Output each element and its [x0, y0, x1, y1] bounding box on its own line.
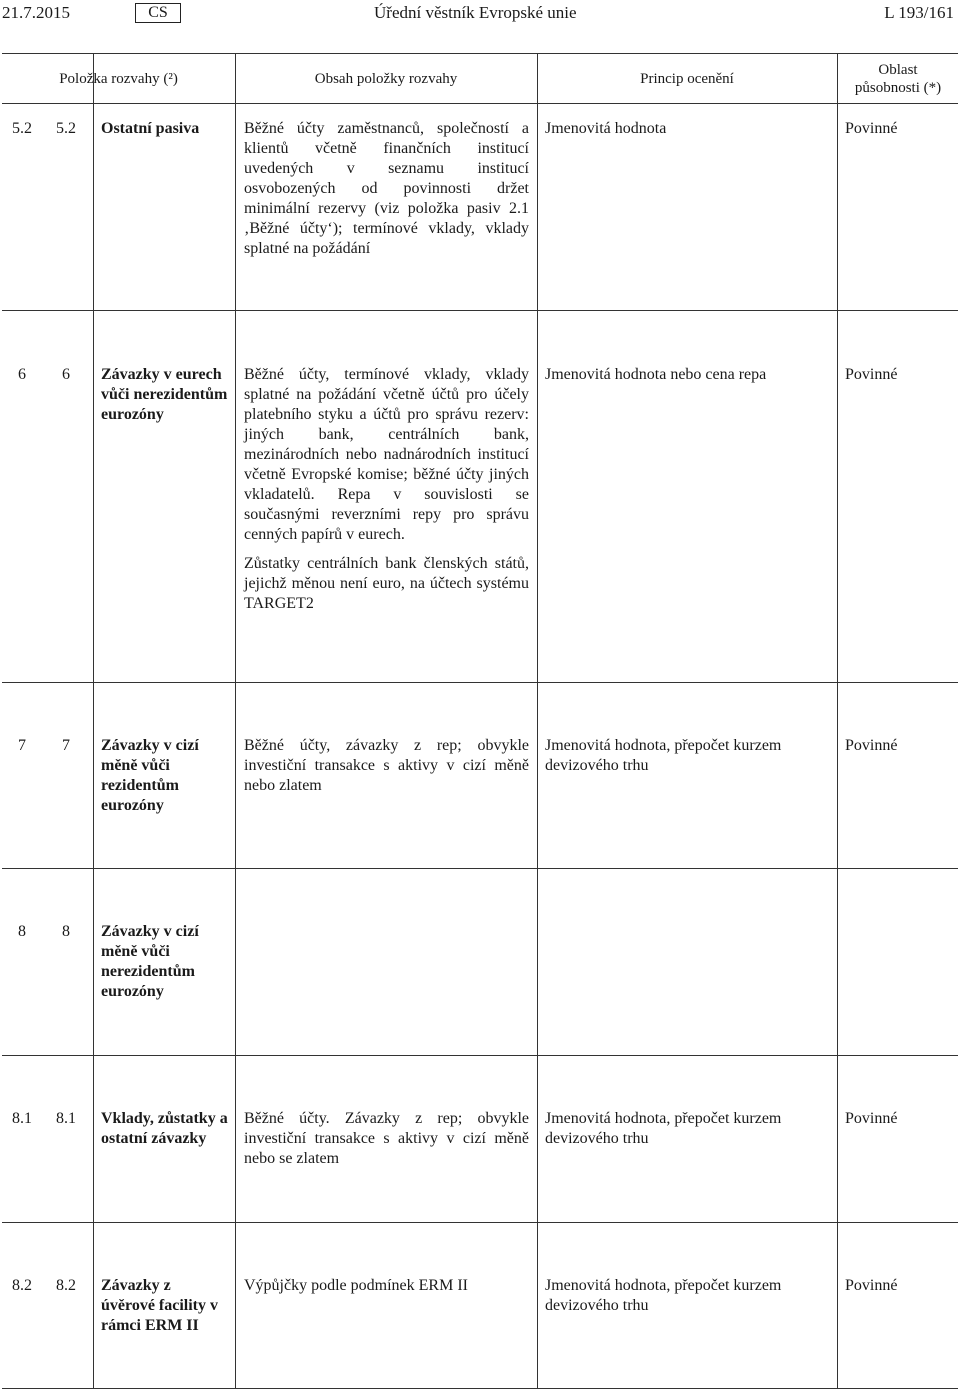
column-divider [537, 53, 538, 1388]
column-divider [235, 53, 236, 1388]
row-number: 6 [18, 366, 26, 383]
row-number: 8.1 [12, 1110, 32, 1127]
item-content [244, 119, 529, 259]
item-content [244, 365, 529, 614]
content-paragraph: Běžné účty zaměstnanců, společností a klientů včetně finančních institucí uvedených v seznamu institucí osvobozených od povinnosti držet minimální rezervy (viz položka pasiv 2.1 ‚Běžné účty‘); termínové vklady, vklady splatné na požádání [244, 120, 529, 257]
row-number: 8 [18, 923, 26, 940]
valuation-principle: Jmenovitá hodnota [545, 120, 667, 137]
content-paragraph: Výpůjčky podle podmínek ERM II [244, 1277, 468, 1294]
scope-value: Povinné [845, 737, 898, 754]
content-paragraph: Zůstatky centrálních bank členských států, jejichž měnou není euro, na účtech systému TARGET2 [244, 555, 529, 612]
publication-date: 21.7.2015 [2, 3, 70, 22]
page-reference: L 193/161 [884, 3, 954, 22]
item-content [244, 1109, 529, 1169]
column-header-scope-line2: působnosti (*) [854, 80, 942, 96]
column-header-item: Položka rozvahy (²) [59, 71, 178, 87]
scope-value: Povinné [845, 366, 898, 383]
column-divider [837, 53, 838, 1388]
journal-title: Úřední věstník Evropské unie [374, 3, 577, 22]
language-code-box: CS [135, 3, 181, 23]
column-header-scope [838, 61, 958, 97]
column-header-content: Obsah položky rozvahy [314, 71, 458, 87]
column-header-scope-line1: Oblast [878, 62, 918, 78]
item-content [244, 1276, 529, 1296]
item-name: Vklady, zůstatky a ostatní závazky [101, 1110, 228, 1147]
content-paragraph: Běžné účty, termínové vklady, vklady splatné na požádání včetně účtů pro účely platebního styku a účtů pro správu rezerv: jiných bank, centrálních bank, mezinárodních nebo nadnárodních institucí včetně Evropské komise; běžné účty jiných vkladatelů. Repa v souvislosti se současnými reverzními repy pro správu cenných papírů v eurech. [244, 366, 529, 543]
row-number: 8.2 [12, 1277, 32, 1294]
item-name: Závazky v eurech vůči nerezidentům eurozóny [101, 366, 228, 423]
content-paragraph: Běžné účty. Závazky z rep; obvykle investiční transakce s aktivy v cizí měně nebo se zlatem [244, 1110, 529, 1167]
valuation-principle: Jmenovitá hodnota, přepočet kurzem devizového trhu [545, 1110, 782, 1147]
page-header [0, 3, 960, 25]
valuation-principle: Jmenovitá hodnota nebo cena repa [545, 366, 767, 383]
column-header-valuation: Princip ocenění [640, 71, 734, 87]
row-number-sub: 8.1 [56, 1110, 76, 1127]
item-name: Závazky z úvěrové facility v rámci ERM II [101, 1277, 219, 1334]
row-rule [2, 682, 958, 683]
row-number-sub: 7 [62, 737, 70, 754]
valuation-principle: Jmenovitá hodnota, přepočet kurzem devizového trhu [545, 737, 782, 774]
table-top-rule [2, 53, 958, 54]
row-rule [2, 1222, 958, 1223]
row-number-sub: 8.2 [56, 1277, 76, 1294]
row-rule [2, 310, 958, 311]
content-paragraph: Běžné účty, závazky z rep; obvykle investiční transakce s aktivy v cizí měně nebo zlatem [244, 737, 529, 794]
header-rule [2, 103, 958, 104]
item-name: Závazky v cizí měně vůči rezidentům eurozóny [101, 737, 199, 814]
item-name: Závazky v cizí měně vůči nerezidentům eurozóny [101, 923, 199, 1000]
scope-value: Povinné [845, 1110, 898, 1127]
item-content [244, 736, 529, 796]
column-divider [93, 53, 94, 1388]
table-bottom-rule [2, 1388, 958, 1389]
row-number: 5.2 [12, 120, 32, 137]
row-rule [2, 868, 958, 869]
row-number-sub: 6 [62, 366, 70, 383]
item-name: Ostatní pasiva [101, 120, 200, 137]
valuation-principle: Jmenovitá hodnota, přepočet kurzem devizového trhu [545, 1277, 782, 1314]
row-number: 7 [18, 737, 26, 754]
scope-value: Povinné [845, 1277, 898, 1294]
scope-value: Povinné [845, 120, 898, 137]
row-number-sub: 8 [62, 923, 70, 940]
row-rule [2, 1055, 958, 1056]
row-number-sub: 5.2 [56, 120, 76, 137]
